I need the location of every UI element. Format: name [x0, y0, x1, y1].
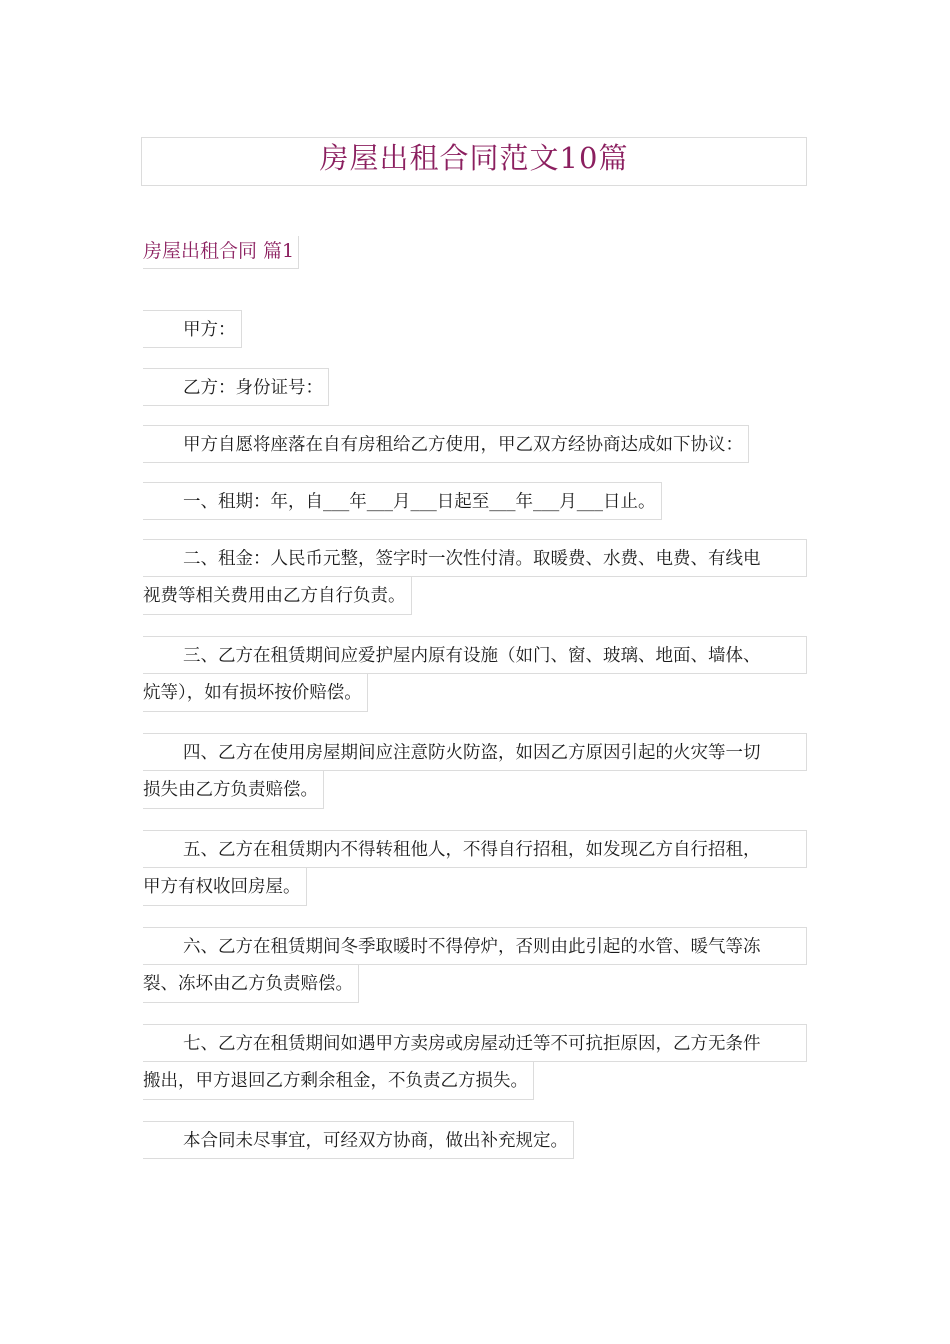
document-title-box — [141, 137, 807, 186]
paragraph-line: 二、租金：人民币元整，签字时一次性付清。取暖费、水费、电费、有线电 — [143, 539, 807, 577]
paragraph-line: 六、乙方在租赁期间冬季取暖时不得停炉，否则由此引起的水管、暖气等冻 — [143, 927, 807, 965]
paragraph-line: 搬出，甲方退回乙方剩余租金，不负责乙方损失。 — [143, 1062, 534, 1100]
paragraph-clause-7 — [143, 1024, 807, 1100]
section-heading: 房屋出租合同 篇1 — [143, 236, 299, 269]
paragraph-line: 三、乙方在租赁期间应爱护屋内原有设施（如门、窗、玻璃、地面、墙体、 — [143, 636, 807, 674]
paragraph-line: 甲方自愿将座落在自有房租给乙方使用，甲乙双方经协商达成如下协议： — [143, 425, 749, 463]
paragraph-clause-3 — [143, 636, 807, 712]
paragraph-line: 本合同未尽事宜，可经双方协商，做出补充规定。 — [143, 1121, 574, 1159]
paragraph-party-b — [143, 368, 329, 407]
paragraph-closing — [143, 1121, 574, 1160]
paragraph-clause-2 — [143, 539, 807, 615]
paragraph-clause-1 — [143, 482, 662, 521]
paragraph-line: 一、租期：年，自___年___月___日起至___年___月___日止。 — [143, 482, 662, 520]
paragraph-line: 四、乙方在使用房屋期间应注意防火防盗，如因乙方原因引起的火灾等一切 — [143, 733, 807, 771]
paragraph-line: 甲方： — [143, 310, 242, 348]
paragraph-line: 五、乙方在租赁期内不得转租他人，不得自行招租，如发现乙方自行招租， — [143, 830, 807, 868]
paragraph-clause-5 — [143, 830, 807, 906]
paragraph-line: 损失由乙方负责赔偿。 — [143, 771, 324, 809]
paragraph-line: 七、乙方在租赁期间如遇甲方卖房或房屋动迁等不可抗拒原因，乙方无条件 — [143, 1024, 807, 1062]
document-title: 房屋出租合同范文10篇 — [319, 141, 629, 175]
paragraph-line: 乙方：身份证号： — [143, 368, 329, 406]
paragraph-line: 炕等），如有损坏按价赔偿。 — [143, 674, 368, 712]
paragraph-intro — [143, 425, 749, 464]
paragraph-line: 视费等相关费用由乙方自行负责。 — [143, 577, 412, 615]
paragraph-clause-6 — [143, 927, 807, 1003]
paragraph-line: 甲方有权收回房屋。 — [143, 868, 307, 906]
paragraph-line: 裂、冻坏由乙方负责赔偿。 — [143, 965, 359, 1003]
paragraph-party-a — [143, 310, 242, 349]
paragraph-clause-4 — [143, 733, 807, 809]
